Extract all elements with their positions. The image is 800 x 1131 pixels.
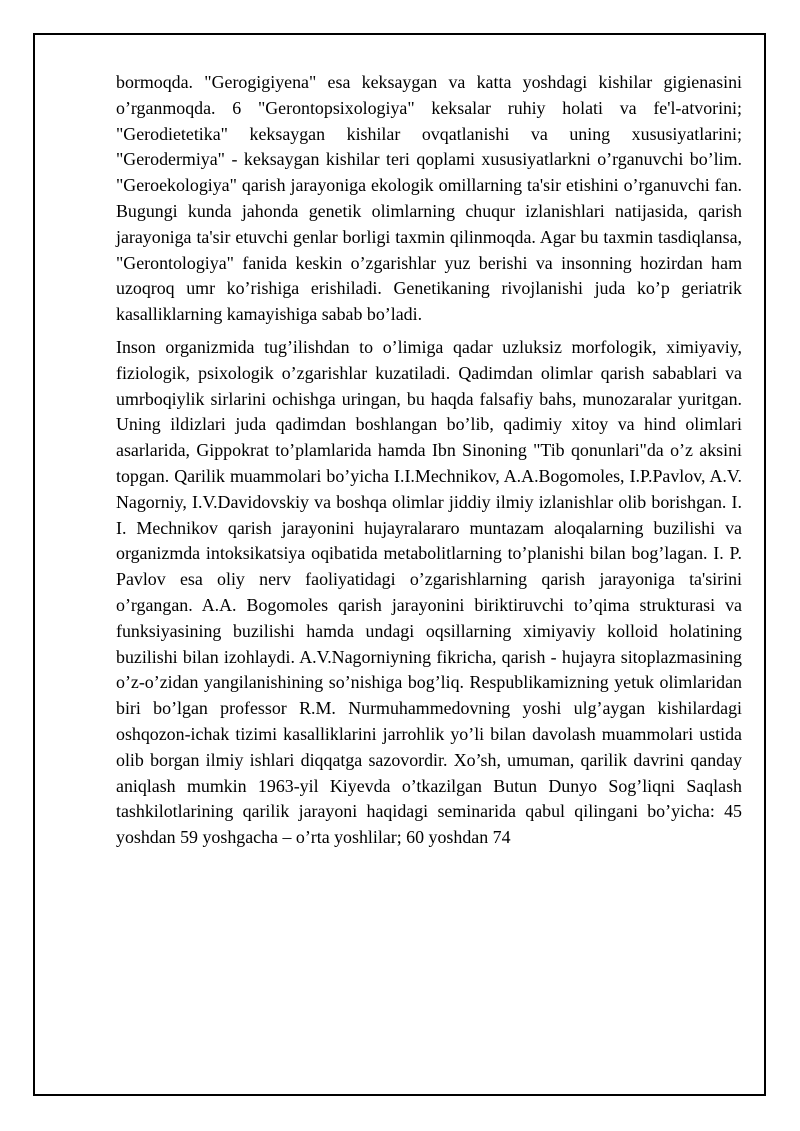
paragraph-gerontology-branches: bormoqda. "Gerogigiyena" esa keksaygan va katta yoshdagi kishilar gigienasini o’rganmoqda. 6 "Gerontopsixologiya" keksalar ruhiy holati va fe'l-atvorini; "Gerodietetika" keksaygan kishilar ovqatlanishi va uning xususiyatlarini; "Gerodermiya" - keksaygan kishilar teri qoplami xususiyatlarkni o’rganuvchi bo’lim. "Geroekologiya" qarish jarayoniga ekologik omillarning ta'sir etishini o’rganuvchi fan. Bugungi kunda jahonda genetik olimlarning chuqur izlanishlari natijasida, qarish jarayoniga ta'sir etuvchi genlar borligi taxmin qilinmoqda. Agar bu taxmin tasdiqlansa, "Gerontologiya" fanida keskin o’zgarishlar yuz berishi va insonning hozirdan ham uzoqroq umr ko’rishiga erishiladi. Genetikaning rivojlanishi juda ko’p geriatrik kasalliklarning kamayishiga sabab bo’ladi. (116, 72, 742, 325)
document-body (116, 70, 742, 851)
paragraph-aging-research-history: Inson organizmida tug’ilishdan to o’limiga qadar uzluksiz morfologik, ximiyaviy, fiziologik, psixologik o’zgarishlar kuzatiladi. Qadimdan olimlar qarish sabablari va umrboqiylik sirlarini ochishga uringan, bu haqda falsafiy bahs, munozaralar yuritgan. Uning ildizlari juda qadimdan boshlangan bo’lib, qadimiy xitoy va hind olimlari asarlarida, Gippokrat to’plamlarida hamda Ibn Sinoning "Tib qonunlari"da o’z aksini topgan. Qarilik muammolari bo’yicha I.I.Mechnikov, A.A.Bogomoles, I.P.Pavlov, A.V. Nagorniy, I.V.Davidovskiy va boshqa olimlar jiddiy ilmiy izlanishlar olib borishgan. I. I. Mechnikov qarish jarayonini hujayralararo muntazam aloqalarning buzilishi va organizmda intoksikatsiya oqibatida metabolitlarning to’planishi bilan bog’lagan. I. P. Pavlov esa oliy nerv faoliyatidagi o’zgarishlarning qarish jarayoniga ta'sirini o’rgangan. A.A. Bogomoles qarish jarayonini biriktiruvchi to’qima strukturasi va funksiyasining buzilishi hamda undagi oqsillarning ximiyaviy kolloid holatining buzilishi bilan izohlaydi. A.V.Nagorniyning fikricha, qarish - hujayra sitoplazmasining o’z-o’zidan yangilanishining so’nishiga bog’liq. Respublikamizning yetuk olimlaridan biri bo’lgan professor R.M. Nurmuhammedovning yoshi ulg’aygan kishilardagi oshqozon-ichak tizimi kasalliklarini jarrohlik yo’li bilan davolash muammolari ustida olib borgan ilmiy ishlari diqqatga sazovordir. Xo’sh, umuman, qarilik davrini qanday aniqlash mumkin 1963-yil Kiyevda o’tkazilgan Butun Dunyo Sog’liqni Saqlash tashkilotlarining qarilik jarayoni haqidagi seminarida qabul qilingani bo’yicha: 45 yoshdan 59 yoshgacha – o’rta yoshlilar; 60 yoshdan 74 (116, 336, 742, 848)
